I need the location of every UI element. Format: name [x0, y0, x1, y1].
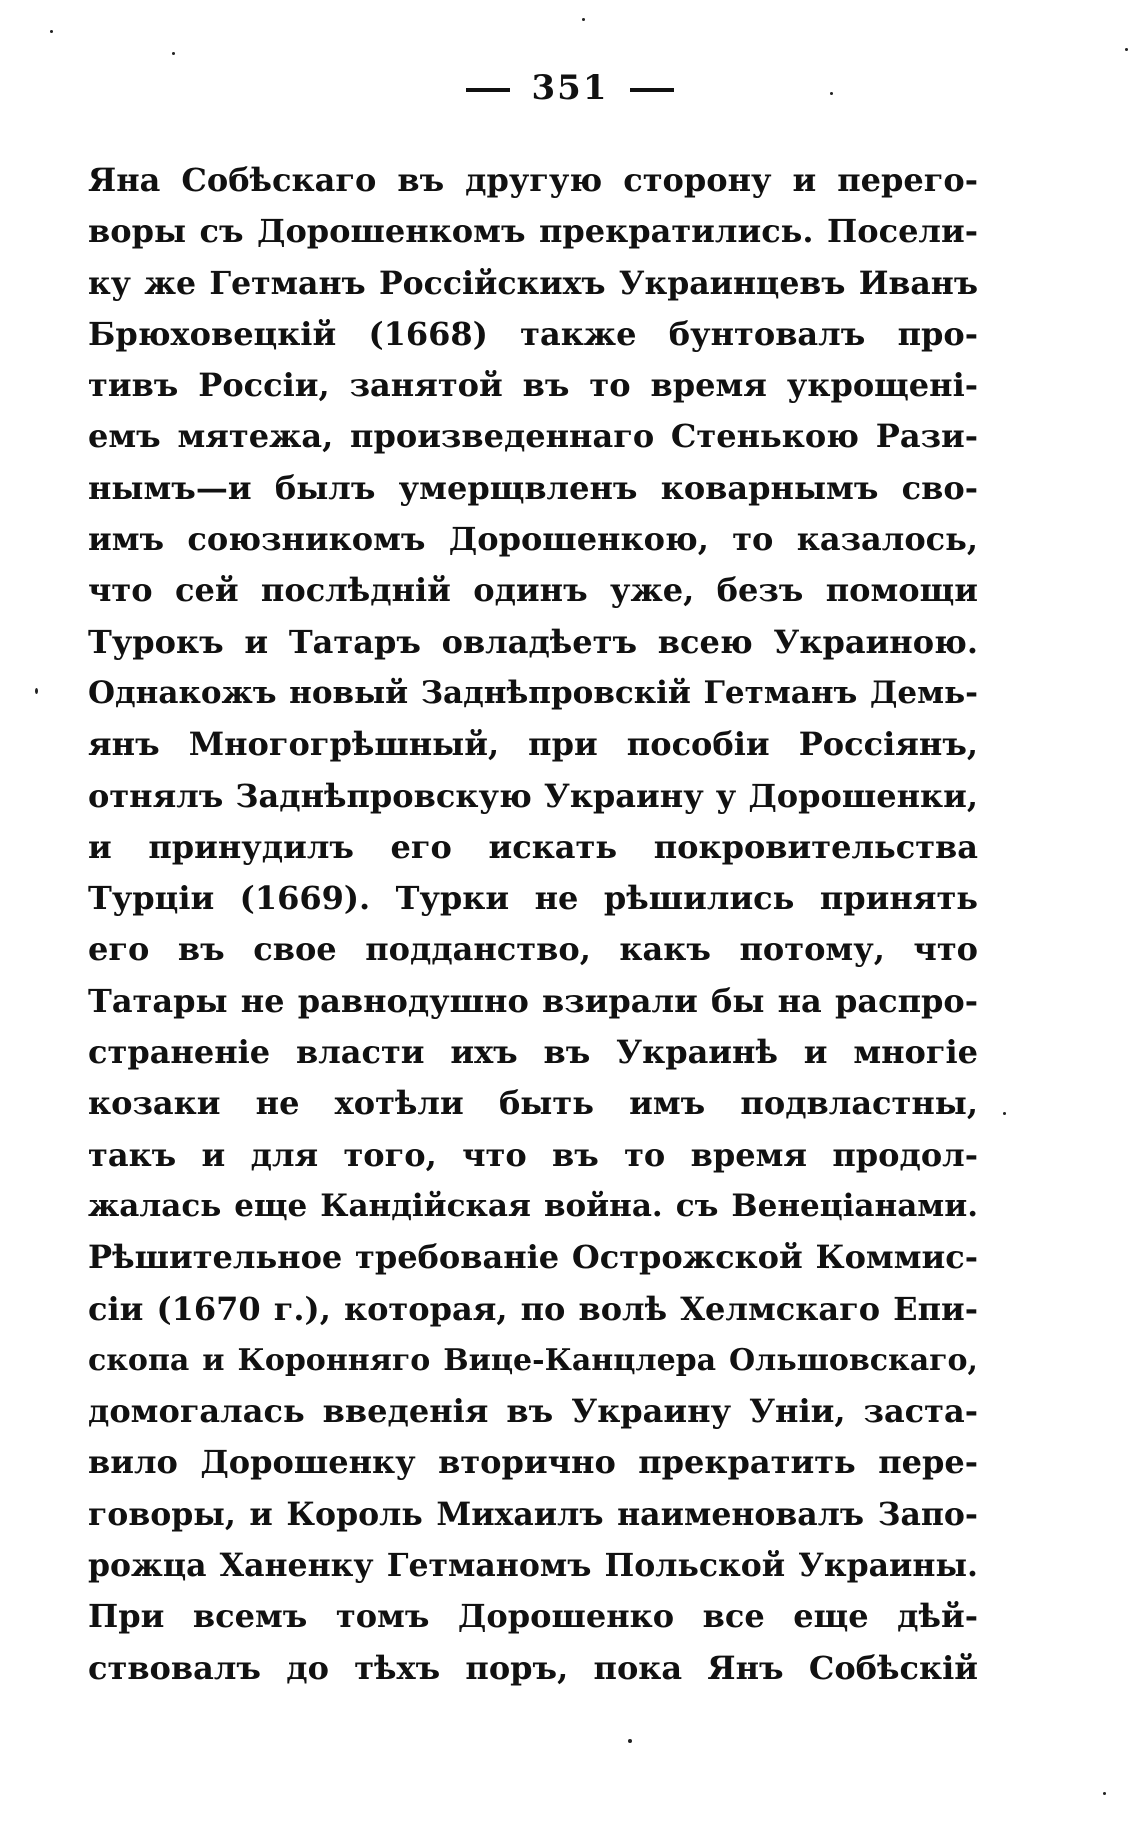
text-line: имъ союзникомъ Дорошенкою, то казалось,: [88, 520, 978, 559]
text-line: Турокъ и Татаръ овладѣетъ всею Украиною.: [88, 622, 978, 661]
text-line: говоры, и Король Михаилъ наименовалъ Запо-: [88, 1495, 978, 1533]
header-left-dash: [466, 88, 510, 92]
text-line: ку же Гетманъ Россійскихъ Украинцевъ Иванъ: [88, 264, 978, 302]
text-line: При всемъ томъ Дорошенко все еще дѣй-: [88, 1597, 978, 1636]
text-line: его въ свое подданство, какъ потому, что: [88, 930, 978, 969]
ink-speck: [50, 30, 53, 33]
page-number: 351: [531, 68, 609, 108]
ink-speck: [1125, 48, 1128, 51]
header-right-dash: [630, 88, 674, 92]
text-line: такъ и для того, что въ то время продол-: [88, 1135, 978, 1174]
text-line: домогалась введенія въ Украину Уніи, заста-: [88, 1392, 978, 1431]
ink-speck: [1003, 1112, 1006, 1115]
text-line: что сей послѣдній одинъ уже, безъ помощи: [88, 571, 978, 610]
text-line: козаки не хотѣли быть имъ подвластны,: [88, 1084, 978, 1123]
text-line: и принудилъ его искать покровительства: [88, 827, 978, 866]
ink-speck: [35, 688, 38, 694]
text-line: отнялъ Заднѣпровскую Украину у Дорошенки,: [88, 776, 978, 815]
body-text: [88, 155, 978, 1694]
text-line: Однакожъ новый Заднѣпровскій Гетманъ Демь-: [88, 674, 978, 711]
text-line: сіи (1670 г.), которая, по волѣ Хелмскаго Епи-: [88, 1289, 978, 1328]
text-line: вило Дорошенку вторично прекратить пере-: [88, 1443, 978, 1482]
text-line: жалась еще Кандійская война. съ Венеціанами.: [88, 1187, 978, 1224]
ink-speck: [830, 92, 833, 95]
text-line: Яна Собѣскаго въ другую сторону и перего-: [88, 161, 978, 199]
text-line: емъ мятежа, произведеннаго Стенькою Рази-: [88, 417, 978, 456]
text-line: рожца Ханенку Гетманомъ Польской Украины.: [88, 1547, 978, 1585]
text-line: Брюховецкій (1668) также бунтовалъ про-: [88, 314, 978, 353]
text-line: воры съ Дорошенкомъ прекратились. Посели-: [88, 212, 978, 251]
ink-speck: [172, 52, 175, 55]
text-line: нымъ—и былъ умерщвленъ коварнымъ сво-: [88, 468, 978, 507]
text-line: янъ Многогрѣшный, при пособіи Россіянъ,: [88, 725, 978, 764]
text-line: скопа и Коронняго Вице-Канцлера Ольшовскаго,: [88, 1342, 978, 1378]
text-line: ствовалъ до тѣхъ поръ, пока Янъ Собѣскій: [88, 1648, 978, 1687]
ink-speck: [582, 18, 585, 21]
ink-speck: [1103, 1792, 1106, 1795]
page-header: [0, 68, 1140, 108]
text-line: Турціи (1669). Турки не рѣшились принять: [88, 879, 978, 918]
text-line: Рѣшительное требованіе Острожской Коммис-: [88, 1238, 978, 1277]
text-line: страненіе власти ихъ въ Украинѣ и многіе: [88, 1033, 978, 1072]
text-line: Татары не равнодушно взирали бы на распро-: [88, 981, 978, 1020]
text-line: тивъ Россіи, занятой въ то время укрощені-: [88, 366, 978, 405]
ink-speck: [628, 1739, 632, 1743]
